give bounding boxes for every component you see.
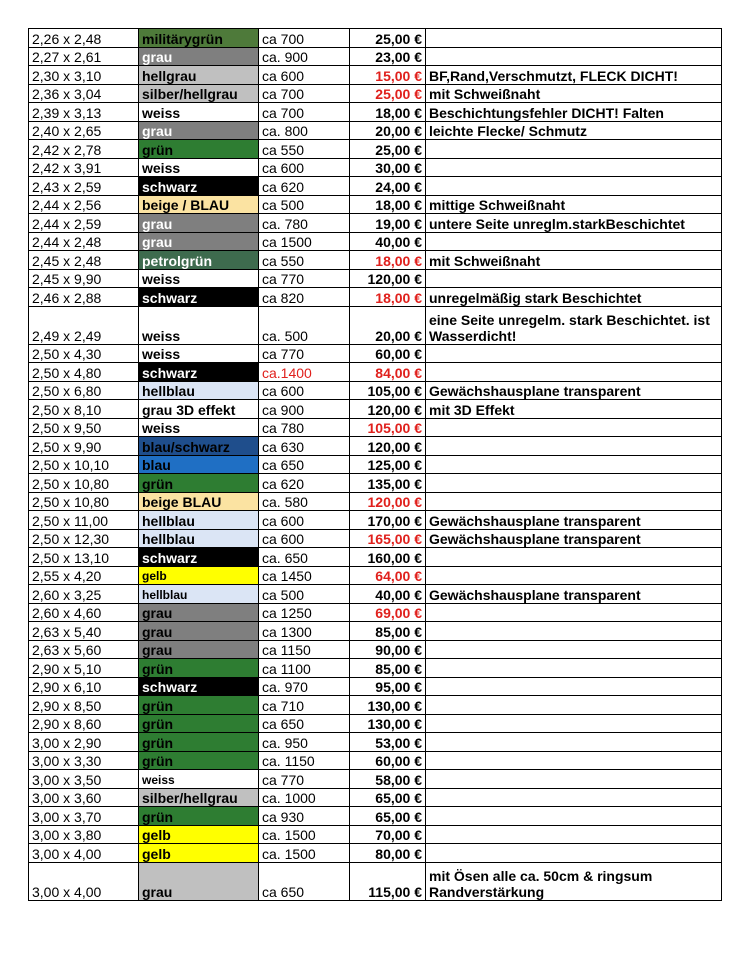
table-row [29, 251, 722, 270]
note-cell: Gewächshausplane transparent [426, 585, 722, 604]
price-list-body [29, 29, 722, 901]
color-cell: grün [139, 751, 259, 770]
size-cell: 3,00 x 4,00 [29, 862, 139, 900]
price-cell: 18,00 € [350, 195, 426, 214]
size-cell: 2,42 x 2,78 [29, 140, 139, 159]
size-cell: 2,44 x 2,56 [29, 195, 139, 214]
note-cell [426, 140, 722, 159]
size-cell: 2,50 x 13,10 [29, 548, 139, 567]
weight-cell: ca 650 [259, 714, 350, 733]
size-cell: 2,50 x 10,80 [29, 492, 139, 511]
price-cell: 120,00 € [350, 437, 426, 456]
color-cell: grau [139, 622, 259, 641]
weight-cell: ca. 800 [259, 121, 350, 140]
price-cell: 25,00 € [350, 29, 426, 48]
color-cell: gelb [139, 844, 259, 863]
price-cell: 85,00 € [350, 659, 426, 678]
price-cell: 58,00 € [350, 770, 426, 789]
table-row [29, 788, 722, 807]
price-cell: 95,00 € [350, 677, 426, 696]
table-row [29, 84, 722, 103]
price-cell: 80,00 € [350, 844, 426, 863]
note-cell [426, 751, 722, 770]
size-cell: 2,50 x 10,10 [29, 455, 139, 474]
price-cell: 18,00 € [350, 103, 426, 122]
table-row [29, 585, 722, 604]
price-cell: 65,00 € [350, 807, 426, 826]
table-row [29, 177, 722, 196]
size-cell: 2,50 x 6,80 [29, 381, 139, 400]
color-cell: blau/schwarz [139, 437, 259, 456]
note-cell [426, 733, 722, 752]
color-cell: grau 3D effekt [139, 400, 259, 419]
color-cell: militärygrün [139, 29, 259, 48]
price-cell: 165,00 € [350, 529, 426, 548]
weight-cell: ca 1100 [259, 659, 350, 678]
table-row [29, 511, 722, 530]
size-cell: 2,90 x 8,60 [29, 714, 139, 733]
price-cell: 105,00 € [350, 418, 426, 437]
size-cell: 2,50 x 4,30 [29, 344, 139, 363]
table-row [29, 140, 722, 159]
color-cell: grau [139, 862, 259, 900]
color-cell: weiss [139, 158, 259, 177]
size-cell: 2,60 x 4,60 [29, 603, 139, 622]
weight-cell: ca 600 [259, 511, 350, 530]
size-cell: 2,50 x 8,10 [29, 400, 139, 419]
weight-cell: ca 820 [259, 288, 350, 307]
table-row [29, 677, 722, 696]
note-cell [426, 363, 722, 382]
weight-cell: ca 710 [259, 696, 350, 715]
note-cell [426, 788, 722, 807]
size-cell: 2,50 x 4,80 [29, 363, 139, 382]
note-cell [426, 677, 722, 696]
table-row [29, 862, 722, 900]
color-cell: silber/hellgrau [139, 84, 259, 103]
weight-cell: ca 900 [259, 400, 350, 419]
note-cell: untere Seite unreglm.starkBeschichtet [426, 214, 722, 233]
weight-cell: ca 780 [259, 418, 350, 437]
color-cell: grün [139, 696, 259, 715]
color-cell: weiss [139, 344, 259, 363]
color-cell: beige / BLAU [139, 195, 259, 214]
note-cell [426, 492, 722, 511]
table-row [29, 47, 722, 66]
weight-cell: ca 650 [259, 862, 350, 900]
table-row [29, 696, 722, 715]
weight-cell: ca 1150 [259, 640, 350, 659]
price-cell: 130,00 € [350, 714, 426, 733]
price-cell: 60,00 € [350, 751, 426, 770]
weight-cell: ca. 1000 [259, 788, 350, 807]
size-cell: 2,42 x 3,91 [29, 158, 139, 177]
price-cell: 135,00 € [350, 474, 426, 493]
price-cell: 130,00 € [350, 696, 426, 715]
note-cell [426, 474, 722, 493]
size-cell: 2,90 x 8,50 [29, 696, 139, 715]
price-cell: 20,00 € [350, 121, 426, 140]
note-cell [426, 640, 722, 659]
note-cell [426, 622, 722, 641]
color-cell: weiss [139, 306, 259, 344]
price-list-table [28, 28, 722, 901]
note-cell [426, 437, 722, 456]
color-cell: grau [139, 232, 259, 251]
price-cell: 69,00 € [350, 603, 426, 622]
size-cell: 2,63 x 5,40 [29, 622, 139, 641]
note-cell [426, 344, 722, 363]
table-row [29, 807, 722, 826]
size-cell: 3,00 x 3,80 [29, 825, 139, 844]
table-row [29, 474, 722, 493]
size-cell: 2,27 x 2,61 [29, 47, 139, 66]
weight-cell: ca 930 [259, 807, 350, 826]
note-cell: mit Schweißnaht [426, 84, 722, 103]
table-row [29, 751, 722, 770]
size-cell: 2,26 x 2,48 [29, 29, 139, 48]
price-cell: 85,00 € [350, 622, 426, 641]
table-row [29, 214, 722, 233]
price-cell: 40,00 € [350, 232, 426, 251]
color-cell: schwarz [139, 363, 259, 382]
color-cell: grau [139, 640, 259, 659]
note-cell [426, 29, 722, 48]
size-cell: 2,39 x 3,13 [29, 103, 139, 122]
note-cell: mit 3D Effekt [426, 400, 722, 419]
color-cell: grau [139, 603, 259, 622]
size-cell: 3,00 x 2,90 [29, 733, 139, 752]
table-row [29, 381, 722, 400]
size-cell: 2,46 x 2,88 [29, 288, 139, 307]
color-cell: weiss [139, 269, 259, 288]
price-cell: 40,00 € [350, 585, 426, 604]
size-cell: 2,55 x 4,20 [29, 566, 139, 585]
note-cell: Gewächshausplane transparent [426, 529, 722, 548]
price-cell: 120,00 € [350, 492, 426, 511]
price-cell: 120,00 € [350, 400, 426, 419]
note-cell [426, 177, 722, 196]
weight-cell: ca.1400 [259, 363, 350, 382]
weight-cell: ca 700 [259, 84, 350, 103]
table-row [29, 733, 722, 752]
note-cell: Beschichtungsfehler DICHT! Falten [426, 103, 722, 122]
size-cell: 3,00 x 3,70 [29, 807, 139, 826]
price-cell: 70,00 € [350, 825, 426, 844]
price-cell: 18,00 € [350, 251, 426, 270]
price-cell: 19,00 € [350, 214, 426, 233]
table-row [29, 659, 722, 678]
table-row [29, 232, 722, 251]
note-cell: Gewächshausplane transparent [426, 381, 722, 400]
note-cell: mit Ösen alle ca. 50cm & ringsum Randverstärkung [426, 862, 722, 900]
color-cell: gelb [139, 566, 259, 585]
table-row [29, 529, 722, 548]
table-row [29, 548, 722, 567]
size-cell: 3,00 x 4,00 [29, 844, 139, 863]
note-cell: unregelmäßig stark Beschichtet [426, 288, 722, 307]
table-row [29, 195, 722, 214]
note-cell [426, 269, 722, 288]
color-cell: grün [139, 140, 259, 159]
price-cell: 24,00 € [350, 177, 426, 196]
table-row [29, 825, 722, 844]
size-cell: 2,90 x 5,10 [29, 659, 139, 678]
note-cell: mit Schweißnaht [426, 251, 722, 270]
table-row [29, 121, 722, 140]
price-cell: 18,00 € [350, 288, 426, 307]
weight-cell: ca. 1500 [259, 825, 350, 844]
table-row [29, 640, 722, 659]
table-row [29, 714, 722, 733]
color-cell: petrolgrün [139, 251, 259, 270]
weight-cell: ca. 900 [259, 47, 350, 66]
note-cell [426, 603, 722, 622]
note-cell [426, 158, 722, 177]
table-row [29, 622, 722, 641]
weight-cell: ca 620 [259, 474, 350, 493]
color-cell: schwarz [139, 288, 259, 307]
color-cell: grün [139, 807, 259, 826]
size-cell: 2,40 x 2,65 [29, 121, 139, 140]
note-cell: Gewächshausplane transparent [426, 511, 722, 530]
note-cell [426, 770, 722, 789]
price-cell: 64,00 € [350, 566, 426, 585]
weight-cell: ca 550 [259, 251, 350, 270]
weight-cell: ca 500 [259, 585, 350, 604]
note-cell: eine Seite unregelm. stark Beschichtet. ist Wasserdicht! [426, 306, 722, 344]
color-cell: grün [139, 659, 259, 678]
table-row [29, 363, 722, 382]
table-row [29, 844, 722, 863]
note-cell [426, 455, 722, 474]
weight-cell: ca. 780 [259, 214, 350, 233]
color-cell: weiss [139, 103, 259, 122]
size-cell: 2,60 x 3,25 [29, 585, 139, 604]
table-row [29, 288, 722, 307]
size-cell: 3,00 x 3,60 [29, 788, 139, 807]
table-row [29, 306, 722, 344]
note-cell [426, 825, 722, 844]
weight-cell: ca. 950 [259, 733, 350, 752]
table-row [29, 344, 722, 363]
price-cell: 84,00 € [350, 363, 426, 382]
color-cell: weiss [139, 770, 259, 789]
weight-cell: ca 770 [259, 269, 350, 288]
size-cell: 2,90 x 6,10 [29, 677, 139, 696]
note-cell [426, 418, 722, 437]
size-cell: 2,44 x 2,59 [29, 214, 139, 233]
weight-cell: ca 700 [259, 29, 350, 48]
note-cell [426, 696, 722, 715]
size-cell: 2,36 x 3,04 [29, 84, 139, 103]
note-cell [426, 807, 722, 826]
weight-cell: ca 1300 [259, 622, 350, 641]
color-cell: hellgrau [139, 66, 259, 85]
weight-cell: ca 650 [259, 455, 350, 474]
weight-cell: ca 550 [259, 140, 350, 159]
weight-cell: ca 700 [259, 103, 350, 122]
note-cell [426, 232, 722, 251]
price-cell: 65,00 € [350, 788, 426, 807]
color-cell: schwarz [139, 677, 259, 696]
note-cell: mittige Schweißnaht [426, 195, 722, 214]
weight-cell: ca 600 [259, 158, 350, 177]
price-cell: 160,00 € [350, 548, 426, 567]
weight-cell: ca. 650 [259, 548, 350, 567]
color-cell: hellblau [139, 511, 259, 530]
size-cell: 3,00 x 3,50 [29, 770, 139, 789]
price-cell: 170,00 € [350, 511, 426, 530]
price-cell: 60,00 € [350, 344, 426, 363]
weight-cell: ca 620 [259, 177, 350, 196]
color-cell: beige BLAU [139, 492, 259, 511]
color-cell: silber/hellgrau [139, 788, 259, 807]
table-row [29, 770, 722, 789]
size-cell: 2,49 x 2,49 [29, 306, 139, 344]
price-cell: 30,00 € [350, 158, 426, 177]
price-cell: 105,00 € [350, 381, 426, 400]
note-cell [426, 566, 722, 585]
color-cell: hellblau [139, 529, 259, 548]
weight-cell: ca 600 [259, 381, 350, 400]
table-row [29, 158, 722, 177]
color-cell: hellblau [139, 381, 259, 400]
size-cell: 2,50 x 12,30 [29, 529, 139, 548]
weight-cell: ca 770 [259, 344, 350, 363]
price-cell: 115,00 € [350, 862, 426, 900]
weight-cell: ca 600 [259, 66, 350, 85]
color-cell: grün [139, 714, 259, 733]
weight-cell: ca 1450 [259, 566, 350, 585]
table-row [29, 29, 722, 48]
price-cell: 23,00 € [350, 47, 426, 66]
color-cell: grau [139, 214, 259, 233]
size-cell: 2,45 x 2,48 [29, 251, 139, 270]
weight-cell: ca. 1150 [259, 751, 350, 770]
table-row [29, 418, 722, 437]
note-cell [426, 714, 722, 733]
weight-cell: ca. 1500 [259, 844, 350, 863]
table-row [29, 603, 722, 622]
price-cell: 25,00 € [350, 84, 426, 103]
size-cell: 2,50 x 9,90 [29, 437, 139, 456]
color-cell: grau [139, 121, 259, 140]
size-cell: 2,45 x 9,90 [29, 269, 139, 288]
weight-cell: ca 1500 [259, 232, 350, 251]
color-cell: hellblau [139, 585, 259, 604]
size-cell: 2,50 x 10,80 [29, 474, 139, 493]
price-cell: 125,00 € [350, 455, 426, 474]
table-row [29, 103, 722, 122]
table-row [29, 566, 722, 585]
table-row [29, 492, 722, 511]
color-cell: grün [139, 733, 259, 752]
note-cell [426, 548, 722, 567]
color-cell: blau [139, 455, 259, 474]
weight-cell: ca 630 [259, 437, 350, 456]
size-cell: 2,50 x 9,50 [29, 418, 139, 437]
weight-cell: ca 1250 [259, 603, 350, 622]
table-row [29, 66, 722, 85]
price-cell: 90,00 € [350, 640, 426, 659]
note-cell: leichte Flecke/ Schmutz [426, 121, 722, 140]
weight-cell: ca 500 [259, 195, 350, 214]
table-row [29, 269, 722, 288]
note-cell [426, 659, 722, 678]
table-row [29, 455, 722, 474]
price-cell: 15,00 € [350, 66, 426, 85]
note-cell: BF,Rand,Verschmutzt, FLECK DICHT! [426, 66, 722, 85]
color-cell: schwarz [139, 177, 259, 196]
weight-cell: ca. 970 [259, 677, 350, 696]
weight-cell: ca 770 [259, 770, 350, 789]
price-cell: 120,00 € [350, 269, 426, 288]
weight-cell: ca. 500 [259, 306, 350, 344]
note-cell [426, 844, 722, 863]
size-cell: 2,63 x 5,60 [29, 640, 139, 659]
price-cell: 25,00 € [350, 140, 426, 159]
size-cell: 2,30 x 3,10 [29, 66, 139, 85]
note-cell [426, 47, 722, 66]
price-cell: 20,00 € [350, 306, 426, 344]
color-cell: grün [139, 474, 259, 493]
color-cell: gelb [139, 825, 259, 844]
price-cell: 53,00 € [350, 733, 426, 752]
table-row [29, 400, 722, 419]
color-cell: schwarz [139, 548, 259, 567]
color-cell: grau [139, 47, 259, 66]
size-cell: 2,44 x 2,48 [29, 232, 139, 251]
size-cell: 2,50 x 11,00 [29, 511, 139, 530]
weight-cell: ca 600 [259, 529, 350, 548]
weight-cell: ca. 580 [259, 492, 350, 511]
size-cell: 3,00 x 3,30 [29, 751, 139, 770]
table-row [29, 437, 722, 456]
color-cell: weiss [139, 418, 259, 437]
size-cell: 2,43 x 2,59 [29, 177, 139, 196]
